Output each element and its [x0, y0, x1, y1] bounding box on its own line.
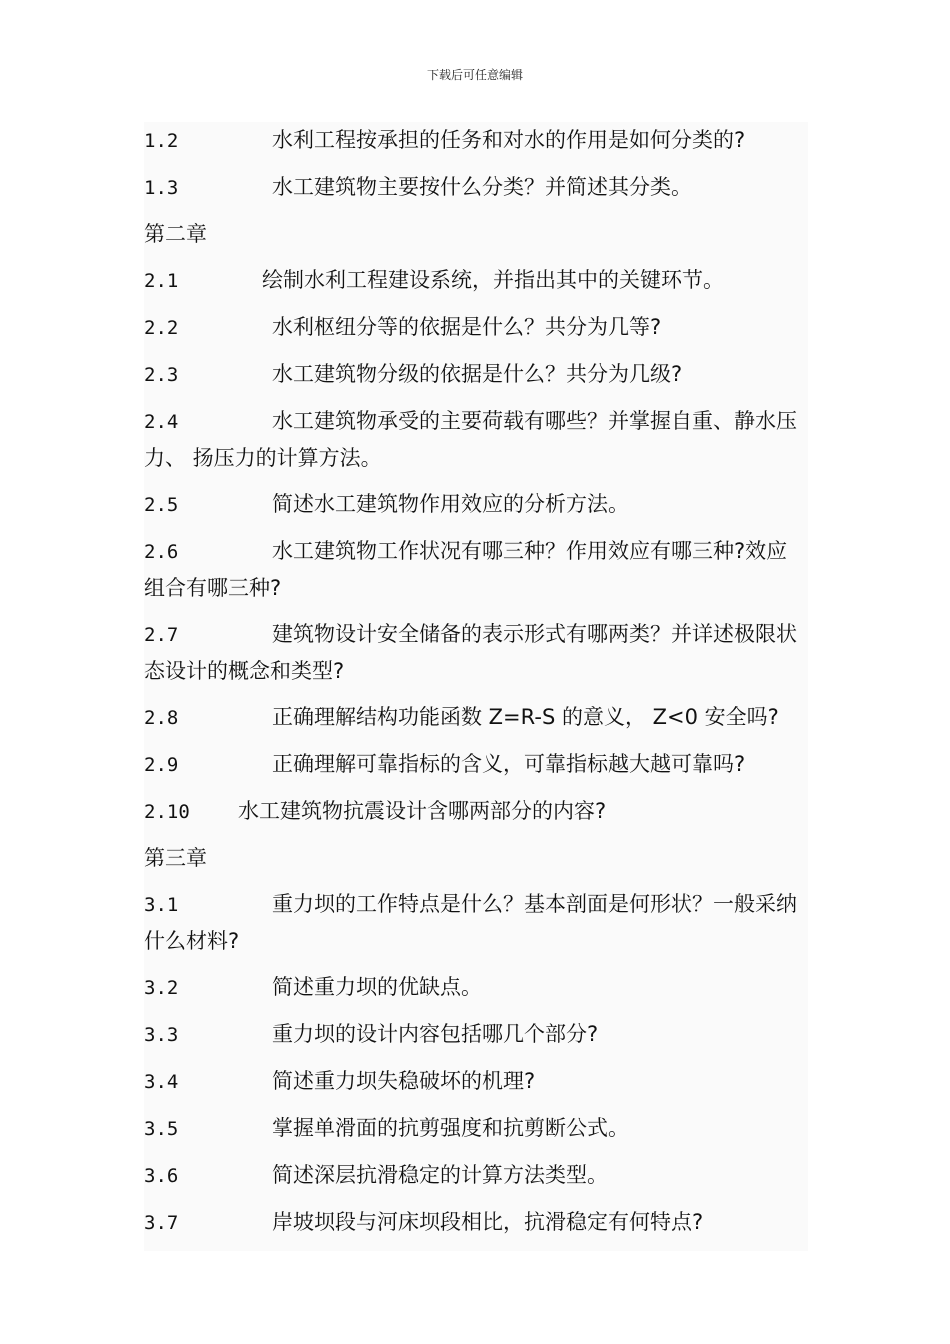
list-item: [144, 746, 808, 783]
item-number: 3.1: [144, 894, 179, 916]
item-number: 2.1: [144, 270, 179, 292]
item-text: 正确理解结构功能函数 Z=R-S 的意义， Z<0 安全吗?: [272, 705, 779, 729]
list-item: [144, 969, 808, 1006]
item-number: 2.2: [144, 317, 179, 339]
list-item: [144, 1063, 808, 1100]
list-item: [144, 533, 808, 606]
item-text: 水工建筑物主要按什么分类？并简述其分类。: [272, 175, 692, 199]
list-item: [144, 1204, 808, 1241]
item-text: 水工建筑物工作状况有哪三种？作用效应有哪三种?效应组合有哪三种?: [144, 539, 788, 600]
item-number: 2.5: [144, 494, 179, 516]
list-item: [144, 886, 808, 959]
item-text: 岸坡坝段与河床坝段相比，抗滑稳定有何特点?: [272, 1210, 704, 1234]
item-number: 2.7: [144, 624, 179, 646]
item-text: 重力坝的工作特点是什么？基本剖面是何形状？一般采纳什么材料?: [144, 892, 797, 953]
list-item: [144, 616, 808, 689]
list-item: [144, 1157, 808, 1194]
item-text: 重力坝的设计内容包括哪几个部分?: [272, 1022, 599, 1046]
item-number: 2.9: [144, 754, 179, 776]
item-text: 水利工程按承担的任务和对水的作用是如何分类的?: [272, 128, 746, 152]
item-number: 1.3: [144, 177, 179, 199]
question-list: [144, 122, 808, 1251]
item-number: 2.4: [144, 411, 179, 433]
item-number: 3.7: [144, 1212, 179, 1234]
list-item: [144, 793, 808, 830]
item-number: 3.3: [144, 1024, 179, 1046]
item-text: 建筑物设计安全储备的表示形式有哪两类？并详述极限状态设计的概念和类型?: [144, 622, 797, 683]
item-text: 正确理解可靠指标的含义，可靠指标越大越可靠吗?: [272, 752, 746, 776]
list-item: [144, 169, 808, 206]
item-number: 2.10: [144, 801, 190, 823]
list-item: [144, 486, 808, 523]
list-item: [144, 1016, 808, 1053]
item-text: 水利枢纽分等的依据是什么？共分为几等?: [272, 315, 662, 339]
item-text: 简述深层抗滑稳定的计算方法类型。: [272, 1163, 608, 1187]
list-item: [144, 356, 808, 393]
list-item: [144, 1110, 808, 1147]
page-header: 下载后可任意编辑: [426, 68, 523, 82]
item-number: 2.3: [144, 364, 179, 386]
item-text: 掌握单滑面的抗剪强度和抗剪断公式。: [272, 1116, 629, 1140]
list-item: [144, 122, 808, 159]
item-number: 3.2: [144, 977, 179, 999]
item-text: 简述重力坝的优缺点。: [272, 975, 482, 999]
item-number: 2.6: [144, 541, 179, 563]
list-item: [144, 309, 808, 346]
item-text: 水工建筑物承受的主要荷载有哪些？并掌握自重、静水压力、 扬压力的计算方法。: [144, 409, 797, 470]
item-text: 简述重力坝失稳破坏的机理?: [272, 1069, 536, 1093]
item-number: 3.4: [144, 1071, 179, 1093]
list-item: [144, 403, 808, 476]
item-text: 水工建筑物抗震设计含哪两部分的内容?: [238, 799, 607, 823]
item-text: 简述水工建筑物作用效应的分析方法。: [272, 492, 629, 516]
list-item: [144, 699, 808, 736]
item-text: 绘制水利工程建设系统，并指出其中的关键环节。: [262, 268, 724, 292]
item-text: 水工建筑物分级的依据是什么？共分为几级?: [272, 362, 683, 386]
item-number: 2.8: [144, 707, 179, 729]
item-number: 1.2: [144, 130, 179, 152]
item-number: 3.6: [144, 1165, 179, 1187]
item-number: 3.5: [144, 1118, 179, 1140]
chapter-heading: 第三章: [144, 846, 207, 870]
chapter-heading: 第二章: [144, 222, 207, 246]
list-item: [144, 262, 808, 299]
